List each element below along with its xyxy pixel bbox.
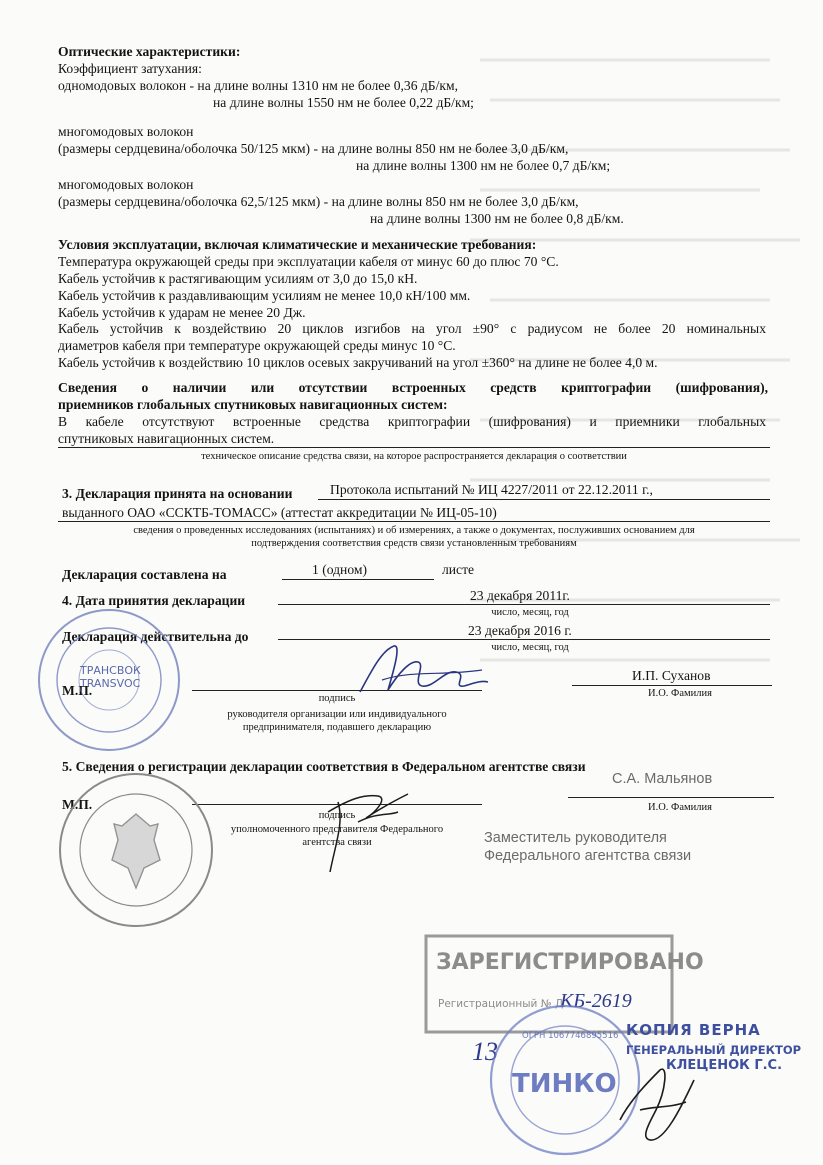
- crypto-underline: [58, 447, 770, 448]
- multimode-50-line-2: на длине волны 1300 нм не более 0,7 дБ/км;: [356, 158, 611, 173]
- section4-label: 4. Дата принятия декларации: [62, 593, 246, 608]
- registered-stamp-number: КБ-2619: [560, 990, 632, 1012]
- conditions-line: Кабель устойчив к воздействию 10 циклов осевых закручиваний на угол ±360° на длине не более 4,0 м.: [58, 355, 658, 370]
- section3-underline-2: [58, 521, 770, 522]
- registered-stamp-date: 13: [472, 1037, 498, 1066]
- singlemode-line-2: на длине волны 1550 нм не более 0,22 дБ/км;: [213, 95, 474, 110]
- federal-agency-seal: [56, 770, 216, 930]
- crypto-caption: техническое описание средства связи, на которое распространяется декларация о соответствии: [201, 451, 627, 462]
- compiled-suffix: листе: [442, 562, 475, 577]
- conditions-line: Кабель устойчив к раздавливающим усилиям не менее 10,0 кН/100 мм.: [58, 288, 471, 303]
- handwritten-signature-1: [352, 640, 492, 700]
- section3-value-2: выданного ОАО «ССКТБ-ТОМАСС» (аттестат аккредитации № ИЦ-05-10): [62, 505, 497, 520]
- multimode-62-line-2: на длине волны 1300 нм не более 0,8 дБ/км.: [370, 211, 624, 226]
- valid-caption: число, месяц, год: [491, 642, 569, 653]
- signature1-caption-role-1: руководителя организации или индивидуального: [227, 709, 447, 720]
- signature1-name: И.П. Суханов: [632, 668, 711, 683]
- signature1-name-line: [572, 685, 772, 686]
- multimode-50-title: многомодовых волокон: [58, 124, 194, 139]
- conditions-line: диаметров кабеля при температуре окружающей среды минус 10 °С.: [58, 338, 456, 353]
- section5-title: 5. Сведения о регистрации декларации соответствия в Федеральном агентстве связи: [62, 759, 586, 774]
- copy-certified-stamp-2: ГЕНЕРАЛЬНЫЙ ДИРЕКТОР: [626, 1043, 802, 1057]
- conditions-line: Кабель устойчив к воздействию 20 циклов изгибов на угол ±90° с радиусом не более 20 номинальных: [58, 321, 766, 336]
- compiled-value: 1 (одном): [312, 562, 367, 577]
- section4-value: 23 декабря 2011г.: [470, 588, 570, 603]
- section3-caption-1: сведения о проведенных исследованиях (испытаниях) и об измерениях, а также о документах, послуживших основанием для: [133, 525, 695, 536]
- official-position-2: Федерального агентства связи: [484, 848, 692, 864]
- valid-label: Декларация действительна до: [62, 629, 249, 644]
- section3-label: 3. Декларация принята на основании: [62, 486, 293, 501]
- transvok-seal-text-2: TRANSVOC: [80, 677, 141, 690]
- multimode-50-line-1: (размеры сердцевина/оболочка 50/125 мкм) - на длине волны 850 нм не более 3,0 дБ/км,: [58, 141, 569, 156]
- signature1-caption-sign: подпись: [318, 693, 356, 704]
- section3-caption-2: подтверждения соответствия средств связи установленным требованиям: [251, 538, 577, 549]
- section4-caption: число, месяц, год: [491, 607, 569, 618]
- conditions-line: Температура окружающей среды при эксплуатации кабеля от минус 60 до плюс 70 °С.: [58, 254, 559, 269]
- conditions-title: Условия эксплуатации, включая климатические и механические требования:: [58, 237, 537, 252]
- crypto-title-line-2: приемников глобальных спутниковых навигационных систем:: [58, 397, 448, 412]
- tinko-logo: ТИНКО: [512, 1069, 617, 1099]
- conditions-line: Кабель устойчив к ударам не менее 20 Дж.: [58, 305, 306, 320]
- signature2-caption-role-2: агентства связи: [302, 837, 372, 848]
- singlemode-line-1: одномодовых волокон - на длине волны 1310 нм не более 0,36 дБ/км,: [58, 78, 458, 93]
- handwritten-signature-2: [318, 782, 418, 882]
- crypto-text-line-2: спутниковых навигационных систем.: [58, 431, 275, 446]
- section4-underline: [278, 604, 770, 605]
- valid-value: 23 декабря 2016 г.: [468, 623, 572, 638]
- signature1-caption-role-2: предпринимателя, подавшего декларацию: [242, 722, 432, 733]
- transvok-seal-text-1: ТРАНСВОК: [80, 664, 141, 677]
- optical-title: Оптические характеристики:: [58, 44, 241, 59]
- signature2-caption-name: И.О. Фамилия: [648, 802, 712, 813]
- registered-stamp-label: Регистрационный № Д: [438, 998, 564, 1010]
- compiled-underline: [282, 579, 434, 580]
- crypto-text-line-1: В кабеле отсутствуют встроенные средства криптографии (шифрования) и приемники глобальных: [58, 414, 766, 429]
- section3-value-1: Протокола испытаний № ИЦ 4227/2011 от 22.12.2011 г.,: [330, 482, 653, 497]
- signature2-name-line: [568, 797, 774, 798]
- attenuation-label: Коэффициент затухания:: [58, 61, 202, 76]
- multimode-62-title: многомодовых волокон: [58, 177, 194, 192]
- mp-label-1: М.П.: [62, 683, 93, 698]
- mp-label-2: М.П.: [62, 797, 93, 812]
- conditions-line: Кабель устойчив к растягивающим усилиям от 3,0 до 15,0 кН.: [58, 271, 418, 286]
- tinko-ogrn: ОГРН 1067746895516: [522, 1031, 619, 1041]
- handwritten-signature-3: [610, 1050, 700, 1150]
- signature2-caption-sign: подпись: [318, 810, 356, 821]
- signature2-name: С.А. Мальянов: [612, 771, 713, 787]
- signature1-caption-name: И.О. Фамилия: [648, 688, 712, 699]
- crypto-title-line-1: Сведения о наличии или отсутствии встроенных средств криптографии (шифрования),: [58, 380, 768, 395]
- copy-certified-stamp-1: КОПИЯ ВЕРНА: [626, 1021, 761, 1039]
- multimode-62-line-1: (размеры сердцевина/оболочка 62,5/125 мкм) - на длине волны 850 нм не более 3,0 дБ/км,: [58, 194, 579, 209]
- section3-underline-1: [318, 499, 770, 500]
- signature2-caption-role-1: уполномоченного представителя Федерального: [230, 824, 444, 835]
- compiled-label: Декларация составлена на: [62, 567, 227, 582]
- official-position-1: Заместитель руководителя: [484, 830, 667, 846]
- registered-stamp-title: ЗАРЕГИСТРИРОВАНО: [436, 950, 704, 975]
- copy-certified-stamp-3: КЛЕЦЕНОК Г.С.: [666, 1058, 783, 1073]
